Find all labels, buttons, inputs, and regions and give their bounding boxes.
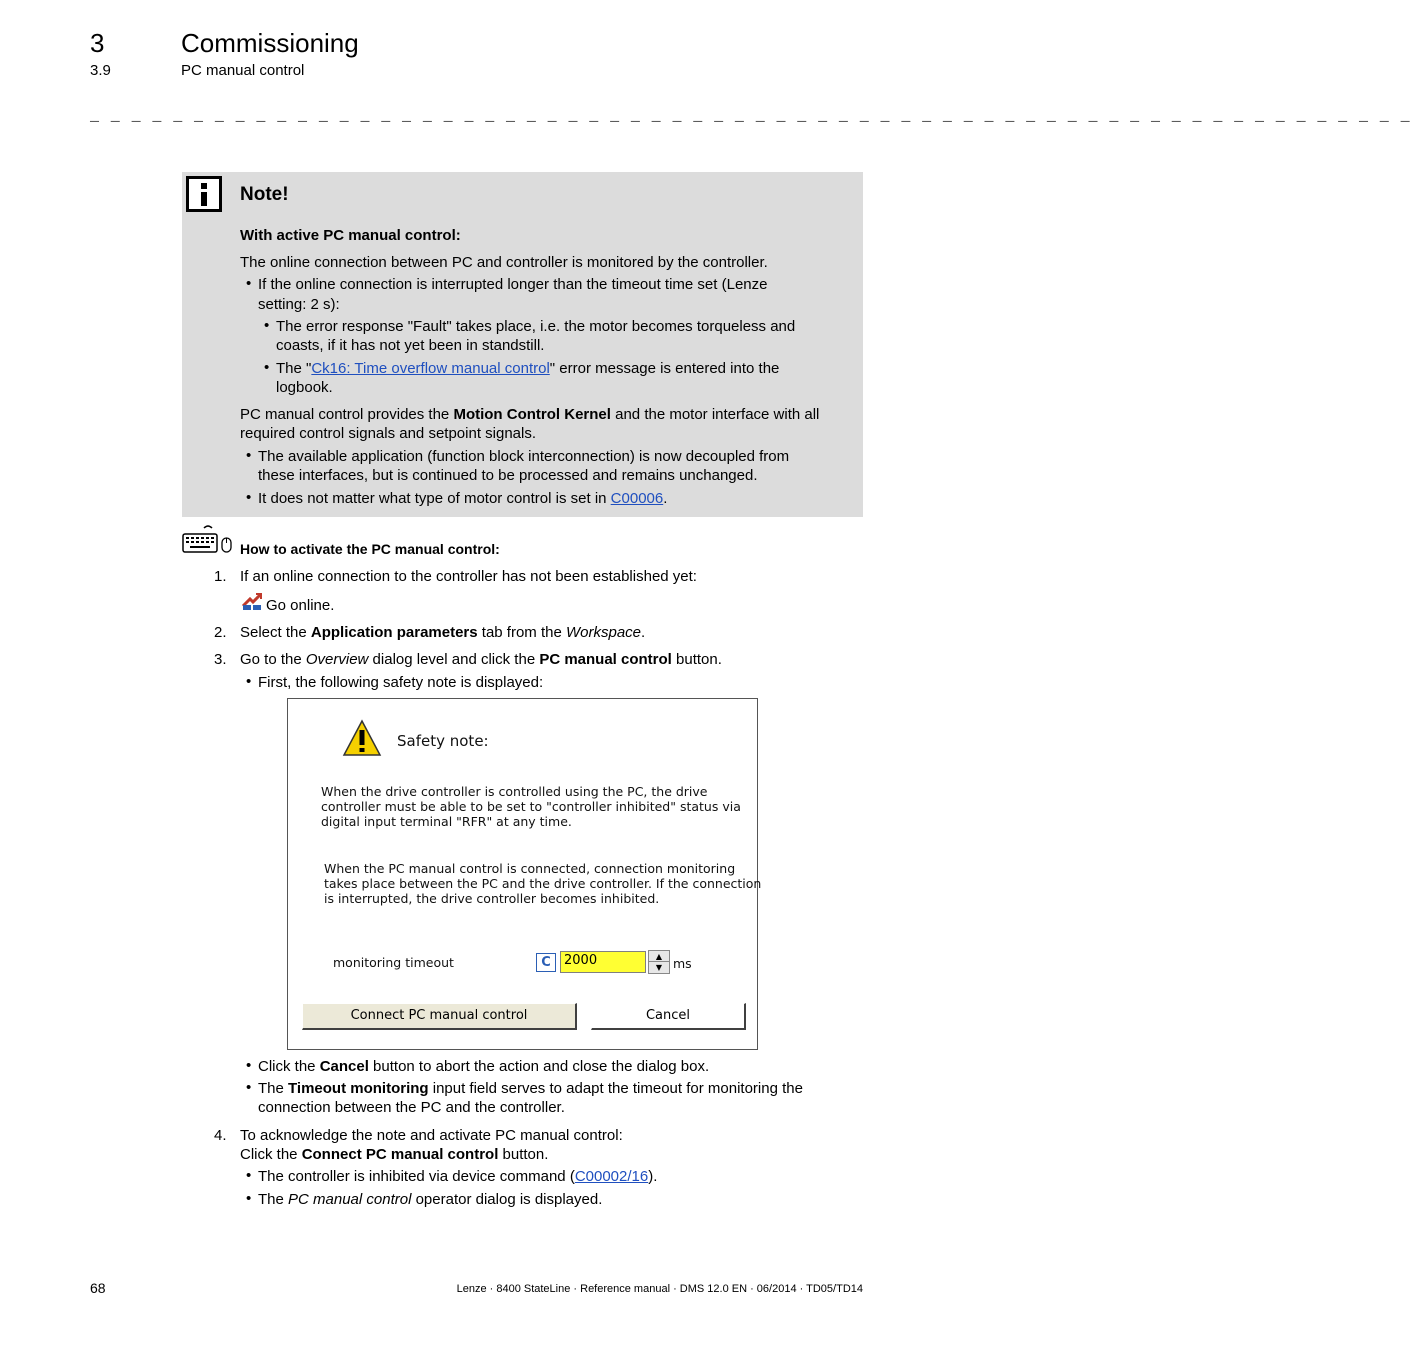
step-bullet-text: The PC manual control operator dialog is displayed. — [258, 1191, 603, 1208]
step-number: 1. — [214, 568, 227, 585]
note-bullet-text: setting: 2 s): — [258, 296, 340, 313]
dialog-paragraph-line: When the PC manual control is connected, connection monitoring — [324, 861, 736, 876]
dialog-paragraph-line: controller must be able to be set to "controller inhibited" status via — [321, 799, 741, 814]
bullet: • — [246, 275, 252, 292]
step-text: Go to the Overview dialog level and click the PC manual control button. — [240, 651, 722, 668]
dialog-paragraph-line: When the drive controller is controlled using the PC, the drive — [321, 784, 708, 799]
note-bullet-text: It does not matter what type of motor control is set in C00006. — [258, 490, 668, 507]
note-bullet-text: If the online connection is interrupted longer than the timeout time set (Lenze — [258, 276, 768, 293]
spin-down-icon[interactable]: ▼ — [655, 963, 663, 972]
step-text: If an online connection to the controller has not been established yet: — [240, 568, 697, 585]
dialog-paragraph-line: takes place between the PC and the drive controller. If the connection — [324, 876, 762, 891]
step-bullet-text: The Timeout monitoring input field serves to adapt the timeout for monitoring the — [258, 1080, 803, 1097]
step-bullet-text: Click the Cancel button to abort the action and close the dialog box. — [258, 1058, 710, 1075]
monitoring-timeout-label: monitoring timeout — [333, 955, 454, 970]
error-message-link[interactable]: Ck16: Time overflow manual control — [311, 360, 550, 377]
bullet: • — [246, 1167, 252, 1184]
step-number: 3. — [214, 651, 227, 668]
dialog-paragraph-line: digital input terminal "RFR" at any time. — [321, 814, 572, 829]
timeout-unit: ms — [673, 956, 692, 971]
step-text: To acknowledge the note and activate PC manual control: — [240, 1127, 623, 1144]
bullet: • — [246, 1079, 252, 1096]
safety-note-dialog — [287, 698, 762, 1050]
dialog-title: Safety note: — [397, 732, 489, 750]
note-subbullet-text: The "Ck16: Time overflow manual control" error message is entered into the — [276, 360, 780, 377]
cancel-button[interactable]: Cancel — [591, 1003, 746, 1030]
timeout-spinner[interactable] — [648, 950, 670, 974]
note-title: Note! — [240, 184, 289, 205]
spin-up-icon[interactable]: ▲ — [649, 951, 669, 962]
bullet: • — [246, 489, 252, 506]
step-text: Select the Application parameters tab from the Workspace. — [240, 624, 646, 641]
note-paragraph: The online connection between PC and controller is monitored by the controller. — [240, 254, 768, 271]
page-number: 68 — [90, 1280, 106, 1296]
note-subbullet-text: The error response "Fault" takes place, i.e. the motor becomes torqueless and — [276, 318, 796, 335]
dialog-paragraph-line: is interrupted, the drive controller becomes inhibited. — [324, 891, 660, 906]
step-number: 4. — [214, 1127, 227, 1144]
note-subbullet-text: coasts, if it has not yet been in standstill. — [276, 337, 545, 354]
connect-pc-manual-control-button[interactable]: Connect PC manual control — [302, 1003, 577, 1030]
document-info: Lenze · 8400 StateLine · Reference manual · DMS 12.0 EN · 06/2014 · TD05/TD14 — [456, 1283, 863, 1295]
note-paragraph: PC manual control provides the Motion Control Kernel and the motor interface with all — [240, 406, 820, 423]
bullet: • — [246, 1190, 252, 1207]
step-subtext: Go online. — [266, 597, 335, 614]
warning-icon — [342, 719, 382, 757]
parameter-link[interactable]: C00006 — [610, 490, 664, 507]
note-paragraph: required control signals and setpoint signals. — [240, 425, 537, 442]
go-online-icon[interactable] — [241, 592, 263, 612]
step-bullet-text: connection between the PC and the controller. — [258, 1099, 565, 1116]
step-text: Click the Connect PC manual control button. — [240, 1146, 549, 1163]
header-divider: _ _ _ _ _ _ _ _ _ _ _ _ _ _ _ _ _ _ _ _ _ _ _ _ _ _ _ _ _ _ _ _ _ _ _ _ _ _ _ _ _ _ _ _ _ _ _ _ _ _ _ _ _ _ _ _ _ _ _ _ _ _ _ _ — [90, 108, 1411, 125]
monitoring-timeout-input[interactable]: 2000 — [560, 951, 646, 973]
note-subbullet-text: logbook. — [276, 379, 333, 396]
chapter-number: 3 — [90, 28, 105, 58]
note-bullet-text: these interfaces, but is continued to be processed and remains unchanged. — [258, 467, 758, 484]
step-bullet-text: First, the following safety note is displayed: — [258, 674, 544, 691]
note-bullet-text: The available application (function block interconnection) is now decoupled from — [258, 448, 790, 465]
note-subtitle: With active PC manual control: — [240, 227, 461, 244]
step-number: 2. — [214, 624, 227, 641]
bullet: • — [264, 317, 270, 334]
keyboard-mouse-icon — [182, 524, 234, 556]
bullet: • — [246, 1057, 252, 1074]
bullet: • — [246, 673, 252, 690]
step-bullet-text: The controller is inhibited via device command (C00002/16). — [258, 1168, 658, 1185]
bullet: • — [264, 359, 270, 376]
chapter-title: Commissioning — [181, 28, 359, 58]
section-number: 3.9 — [90, 62, 111, 79]
section-title: PC manual control — [181, 62, 305, 79]
device-command-link[interactable]: C00002/16 — [574, 1168, 649, 1185]
parameter-code-icon[interactable]: C — [536, 953, 556, 972]
howto-title: How to activate the PC manual control: — [240, 541, 500, 557]
bullet: • — [246, 447, 252, 464]
info-icon — [186, 176, 222, 212]
